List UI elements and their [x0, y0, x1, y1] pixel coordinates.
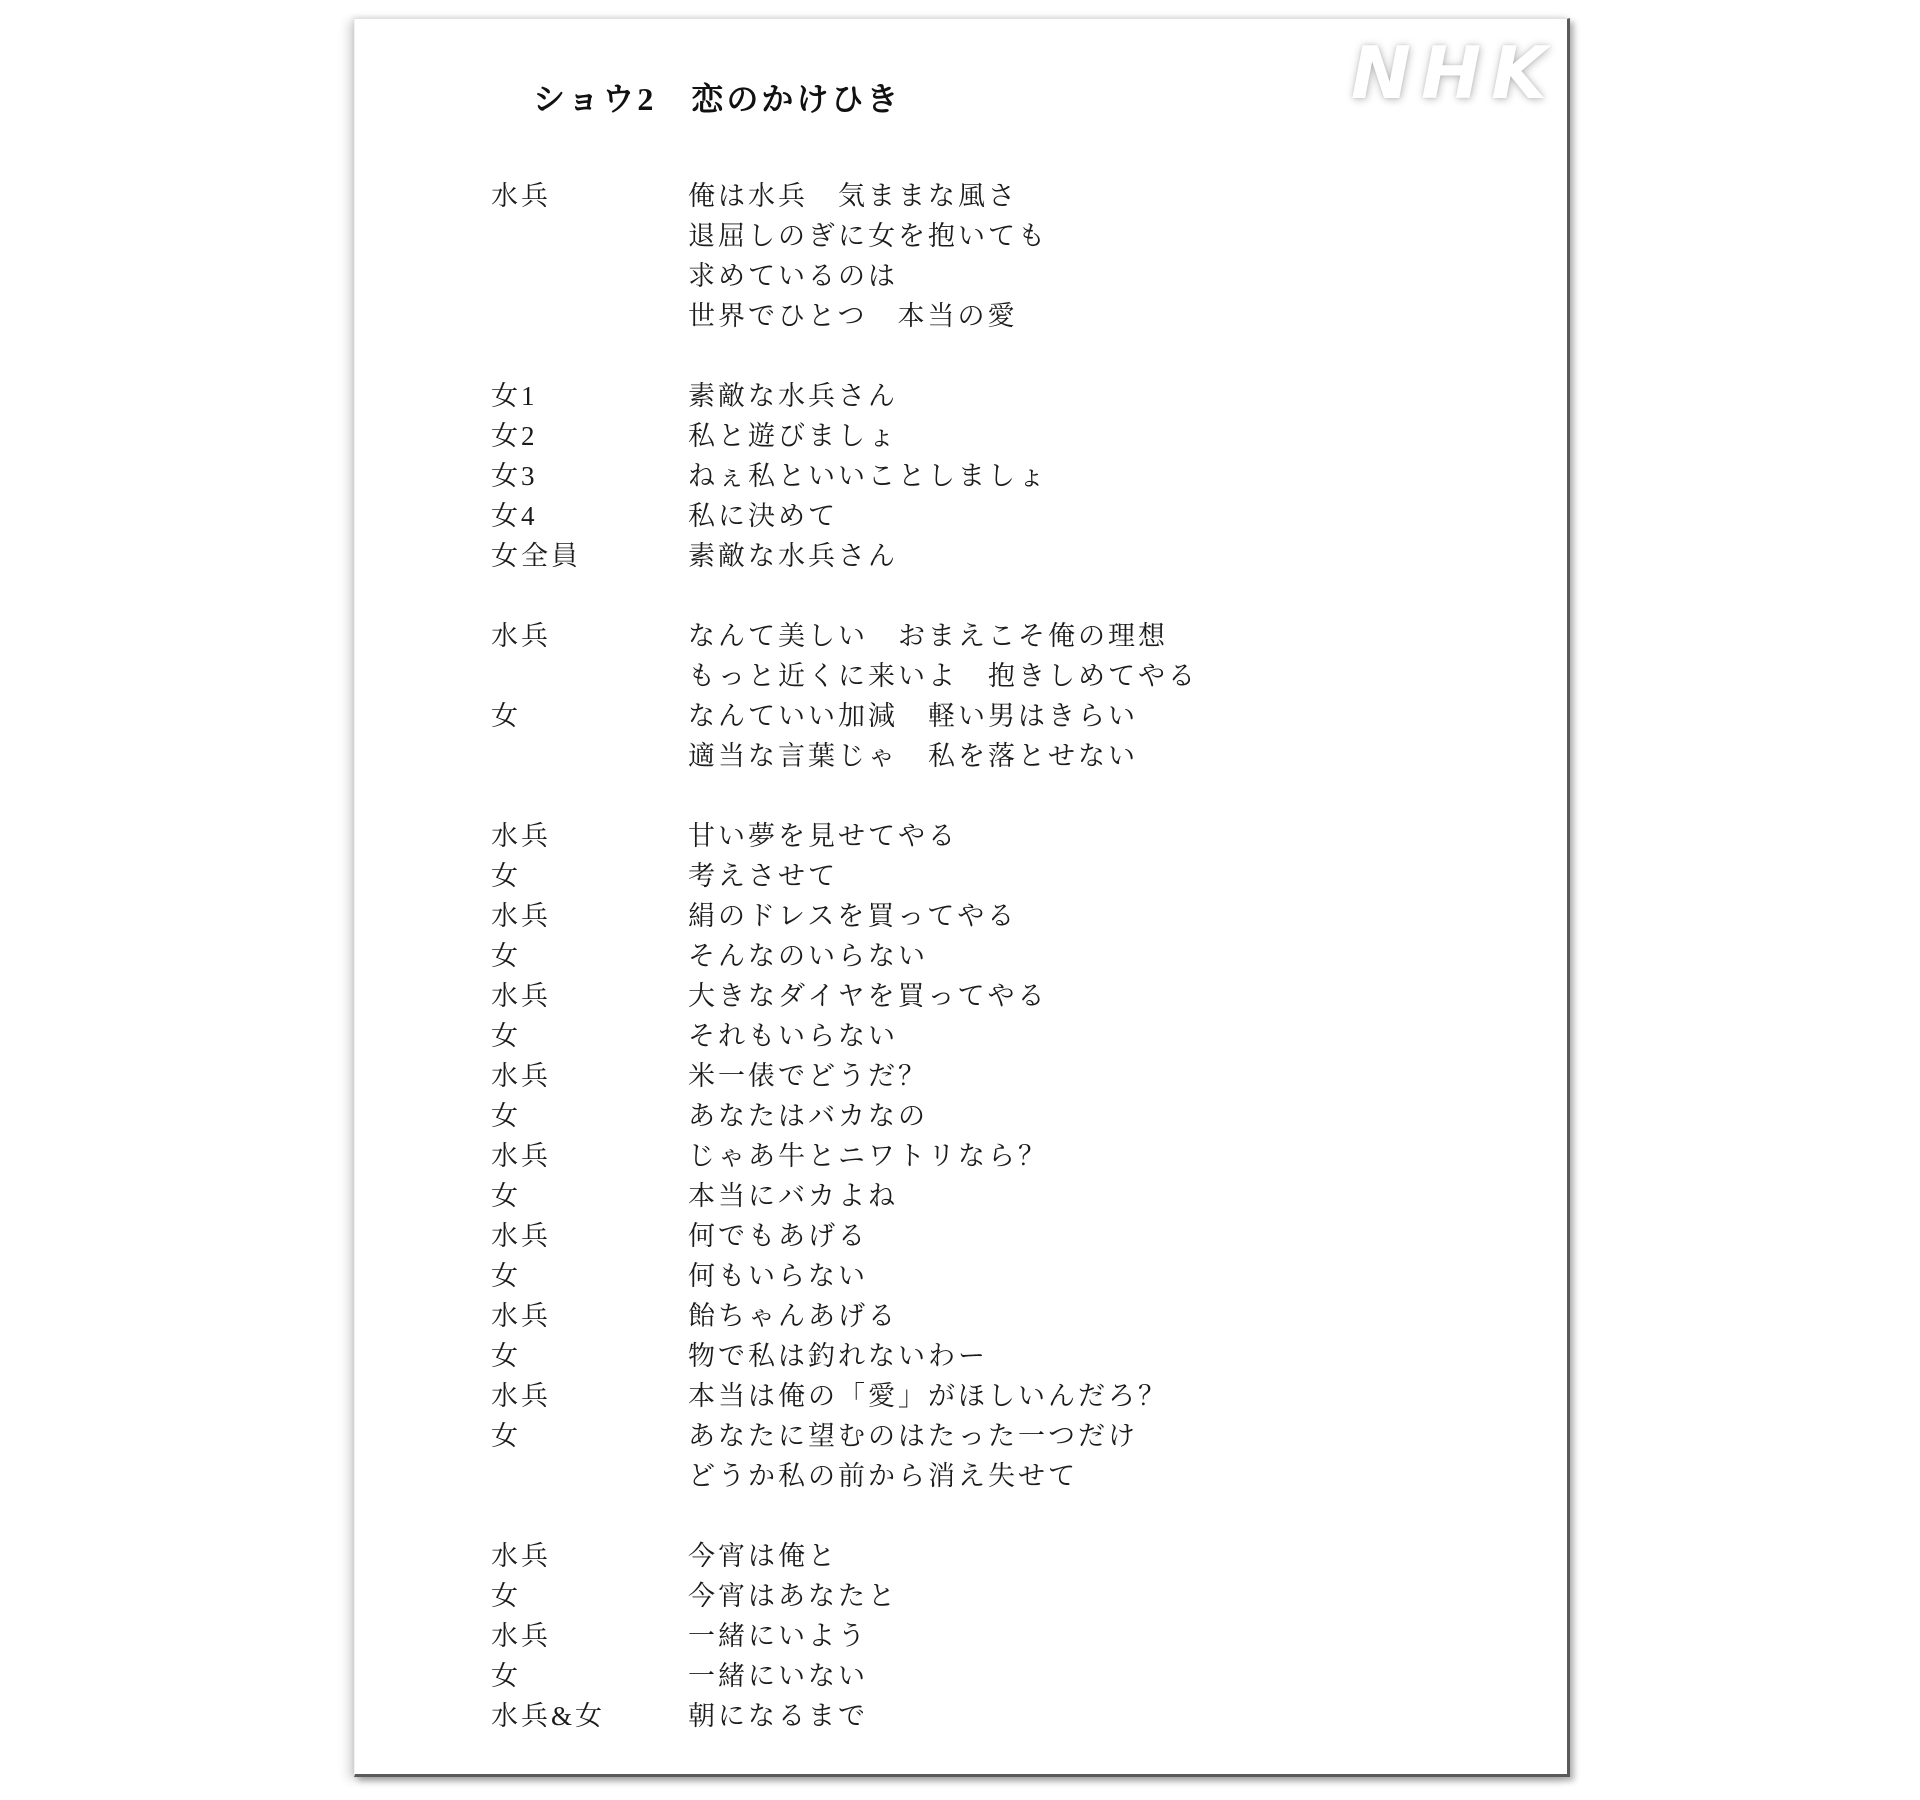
lyric-text: 何でもあげる [688, 1221, 868, 1251]
speaker-label: 水兵 [491, 621, 551, 651]
speaker-label: 女2 [491, 421, 538, 451]
lyric-text: 退屈しのぎに女を抱いても [688, 221, 1048, 251]
speaker-label: 女 [491, 1661, 521, 1691]
lyric-text: 私に決めて [688, 501, 838, 531]
script-body [491, 176, 1547, 1736]
lyric-text: 本当にバカよね [688, 1181, 898, 1211]
script-line [491, 736, 1547, 776]
script-line [491, 256, 1547, 296]
speaker-label: 水兵 [491, 821, 551, 851]
script-line [491, 1576, 1547, 1616]
speaker-label: 水兵 [491, 1141, 551, 1171]
script-line [491, 976, 1547, 1016]
script-line [491, 1296, 1547, 1336]
script-page [354, 18, 1570, 1777]
lyric-text: それもいらない [688, 1021, 898, 1051]
lyric-text: 素敵な水兵さん [688, 541, 898, 571]
script-line [491, 1376, 1547, 1416]
script-line [491, 896, 1547, 936]
script-line [491, 1336, 1547, 1376]
lyric-text: 朝になるまで [688, 1701, 868, 1731]
lyric-text: 考えさせて [688, 861, 838, 891]
script-line [491, 1136, 1547, 1176]
speaker-label: 水兵 [491, 1301, 551, 1331]
script-line [491, 1696, 1547, 1736]
lyric-text: 米一俵でどうだ？ [688, 1061, 928, 1091]
script-line [491, 816, 1547, 856]
speaker-label: 水兵 [491, 1621, 551, 1651]
lyric-text: 求めているのは [688, 261, 898, 291]
script-line [491, 496, 1547, 536]
script-line [491, 536, 1547, 576]
script-line [491, 936, 1547, 976]
nhk-watermark: NHK [1350, 31, 1557, 115]
script-line [491, 1056, 1547, 1096]
script-line [491, 656, 1547, 696]
lyric-text: 一緒にいない [688, 1661, 868, 1691]
lyric-text: 適当な言葉じゃ 私を落とせない [688, 741, 1138, 771]
lyric-text: そんなのいらない [688, 941, 928, 971]
speaker-label: 水兵 [491, 1381, 551, 1411]
script-line [491, 696, 1547, 736]
script-line [491, 616, 1547, 656]
script-line [491, 1256, 1547, 1296]
script-line [491, 456, 1547, 496]
lyric-text: 今宵は俺と [688, 1541, 838, 1571]
lyric-text: あなたに望むのはたった一つだけ [688, 1421, 1138, 1451]
speaker-label: 水兵&女 [491, 1701, 606, 1731]
speaker-label: 水兵 [491, 1061, 551, 1091]
speaker-label: 女1 [491, 381, 538, 411]
speaker-label: 水兵 [491, 1221, 551, 1251]
speaker-label: 女 [491, 941, 521, 971]
speaker-label: 水兵 [491, 901, 551, 931]
page-title: ショウ2 恋のかけひき [533, 81, 902, 117]
lyric-text: 一緒にいよう [688, 1621, 868, 1651]
speaker-label: 女 [491, 1421, 521, 1451]
lyric-text: 絹のドレスを買ってやる [688, 901, 1018, 931]
lyric-text: あなたはバカなの [688, 1101, 928, 1131]
script-line [491, 1016, 1547, 1056]
speaker-label: 女 [491, 1021, 521, 1051]
speaker-label: 女4 [491, 501, 538, 531]
script-line [491, 296, 1547, 336]
speaker-label: 女 [491, 1101, 521, 1131]
script-line [491, 1656, 1547, 1696]
lyric-text: 本当は俺の「愛」がほしいんだろ？ [688, 1381, 1168, 1411]
lyric-text: じゃあ牛とニワトリなら？ [688, 1141, 1048, 1171]
lyric-text: なんていい加減 軽い男はきらい [688, 701, 1138, 731]
lyric-text: なんて美しい おまえこそ俺の理想 [688, 621, 1168, 651]
script-line [491, 1096, 1547, 1136]
speaker-label: 女全員 [491, 541, 581, 571]
speaker-label: 女 [491, 861, 521, 891]
lyric-text: 飴ちゃんあげる [688, 1301, 898, 1331]
lyric-text: 私と遊びましょ [688, 421, 898, 451]
stanza-gap [491, 776, 1547, 816]
lyric-text: 素敵な水兵さん [688, 381, 898, 411]
lyric-text: ねぇ私といいことしましょ [688, 461, 1048, 491]
speaker-label: 女 [491, 1181, 521, 1211]
lyric-text: もっと近くに来いよ 抱きしめてやる [688, 661, 1198, 691]
stanza-gap [491, 576, 1547, 616]
speaker-label: 女 [491, 1341, 521, 1371]
script-line [491, 176, 1547, 216]
script-line [491, 416, 1547, 456]
speaker-label: 女 [491, 1261, 521, 1291]
lyric-text: 大きなダイヤを買ってやる [688, 981, 1048, 1011]
script-line [491, 1176, 1547, 1216]
speaker-label: 女 [491, 701, 521, 731]
stanza-gap [491, 1496, 1547, 1536]
speaker-label: 女3 [491, 461, 538, 491]
script-line [491, 376, 1547, 416]
script-line [491, 1456, 1547, 1496]
speaker-label: 水兵 [491, 1541, 551, 1571]
lyric-text: 今宵はあなたと [688, 1581, 898, 1611]
script-line [491, 1536, 1547, 1576]
script-line [491, 1216, 1547, 1256]
lyric-text: 世界でひとつ 本当の愛 [688, 301, 1018, 331]
script-line [491, 1616, 1547, 1656]
stanza-gap [491, 336, 1547, 376]
lyric-text: どうか私の前から消え失せて [688, 1461, 1078, 1491]
script-line [491, 216, 1547, 256]
lyric-text: 俺は水兵 気ままな風さ [688, 181, 1018, 211]
lyric-text: 甘い夢を見せてやる [688, 821, 958, 851]
speaker-label: 水兵 [491, 981, 551, 1011]
speaker-label: 水兵 [491, 181, 551, 211]
lyric-text: 物で私は釣れないわー [688, 1341, 988, 1371]
lyric-text: 何もいらない [688, 1261, 868, 1291]
script-line [491, 856, 1547, 896]
script-line [491, 1416, 1547, 1456]
speaker-label: 女 [491, 1581, 521, 1611]
